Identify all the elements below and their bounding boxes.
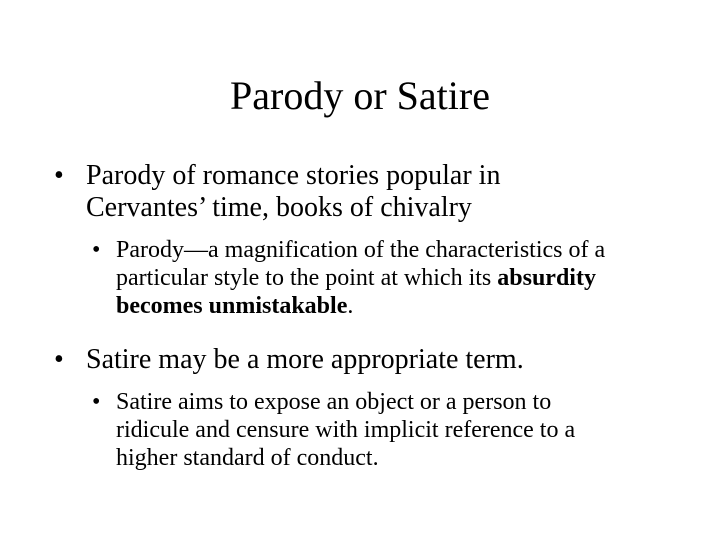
bullet-icon: • <box>92 237 101 263</box>
bullet-text-line <box>116 292 694 320</box>
bullet-item-parody <box>54 160 694 224</box>
slide-title: Parody or Satire <box>230 73 490 118</box>
bullet-text-line: ridicule and censure with implicit reference to a <box>116 417 576 443</box>
bullet-text-line: Satire aims to expose an object or a person to <box>116 389 552 415</box>
bullet-list <box>54 160 694 472</box>
plain-text: particular style to the point at which its <box>116 265 498 291</box>
bullet-text-line: Satire may be a more appropriate term. <box>86 344 524 375</box>
bullet-icon: • <box>54 160 64 191</box>
bold-text: becomes unmistakable <box>116 293 348 319</box>
sub-bullet-item-parody-definition <box>54 236 694 320</box>
sub-bullet-item-satire-definition <box>54 388 694 472</box>
bullet-text-line: Parody of romance stories popular in <box>86 160 501 191</box>
bold-text: absurdity <box>497 265 596 291</box>
bullet-text-line: higher standard of conduct. <box>116 445 379 471</box>
bullet-icon: • <box>54 344 64 375</box>
bullet-item-satire <box>54 344 694 376</box>
bullet-text-line <box>116 264 694 292</box>
plain-text: . <box>347 293 354 319</box>
bullet-icon: • <box>92 389 101 415</box>
bullet-text-line: Parody—a magnification of the characteristics of a <box>116 237 606 263</box>
bullet-text-line: Cervantes’ time, books of chivalry <box>86 192 472 223</box>
